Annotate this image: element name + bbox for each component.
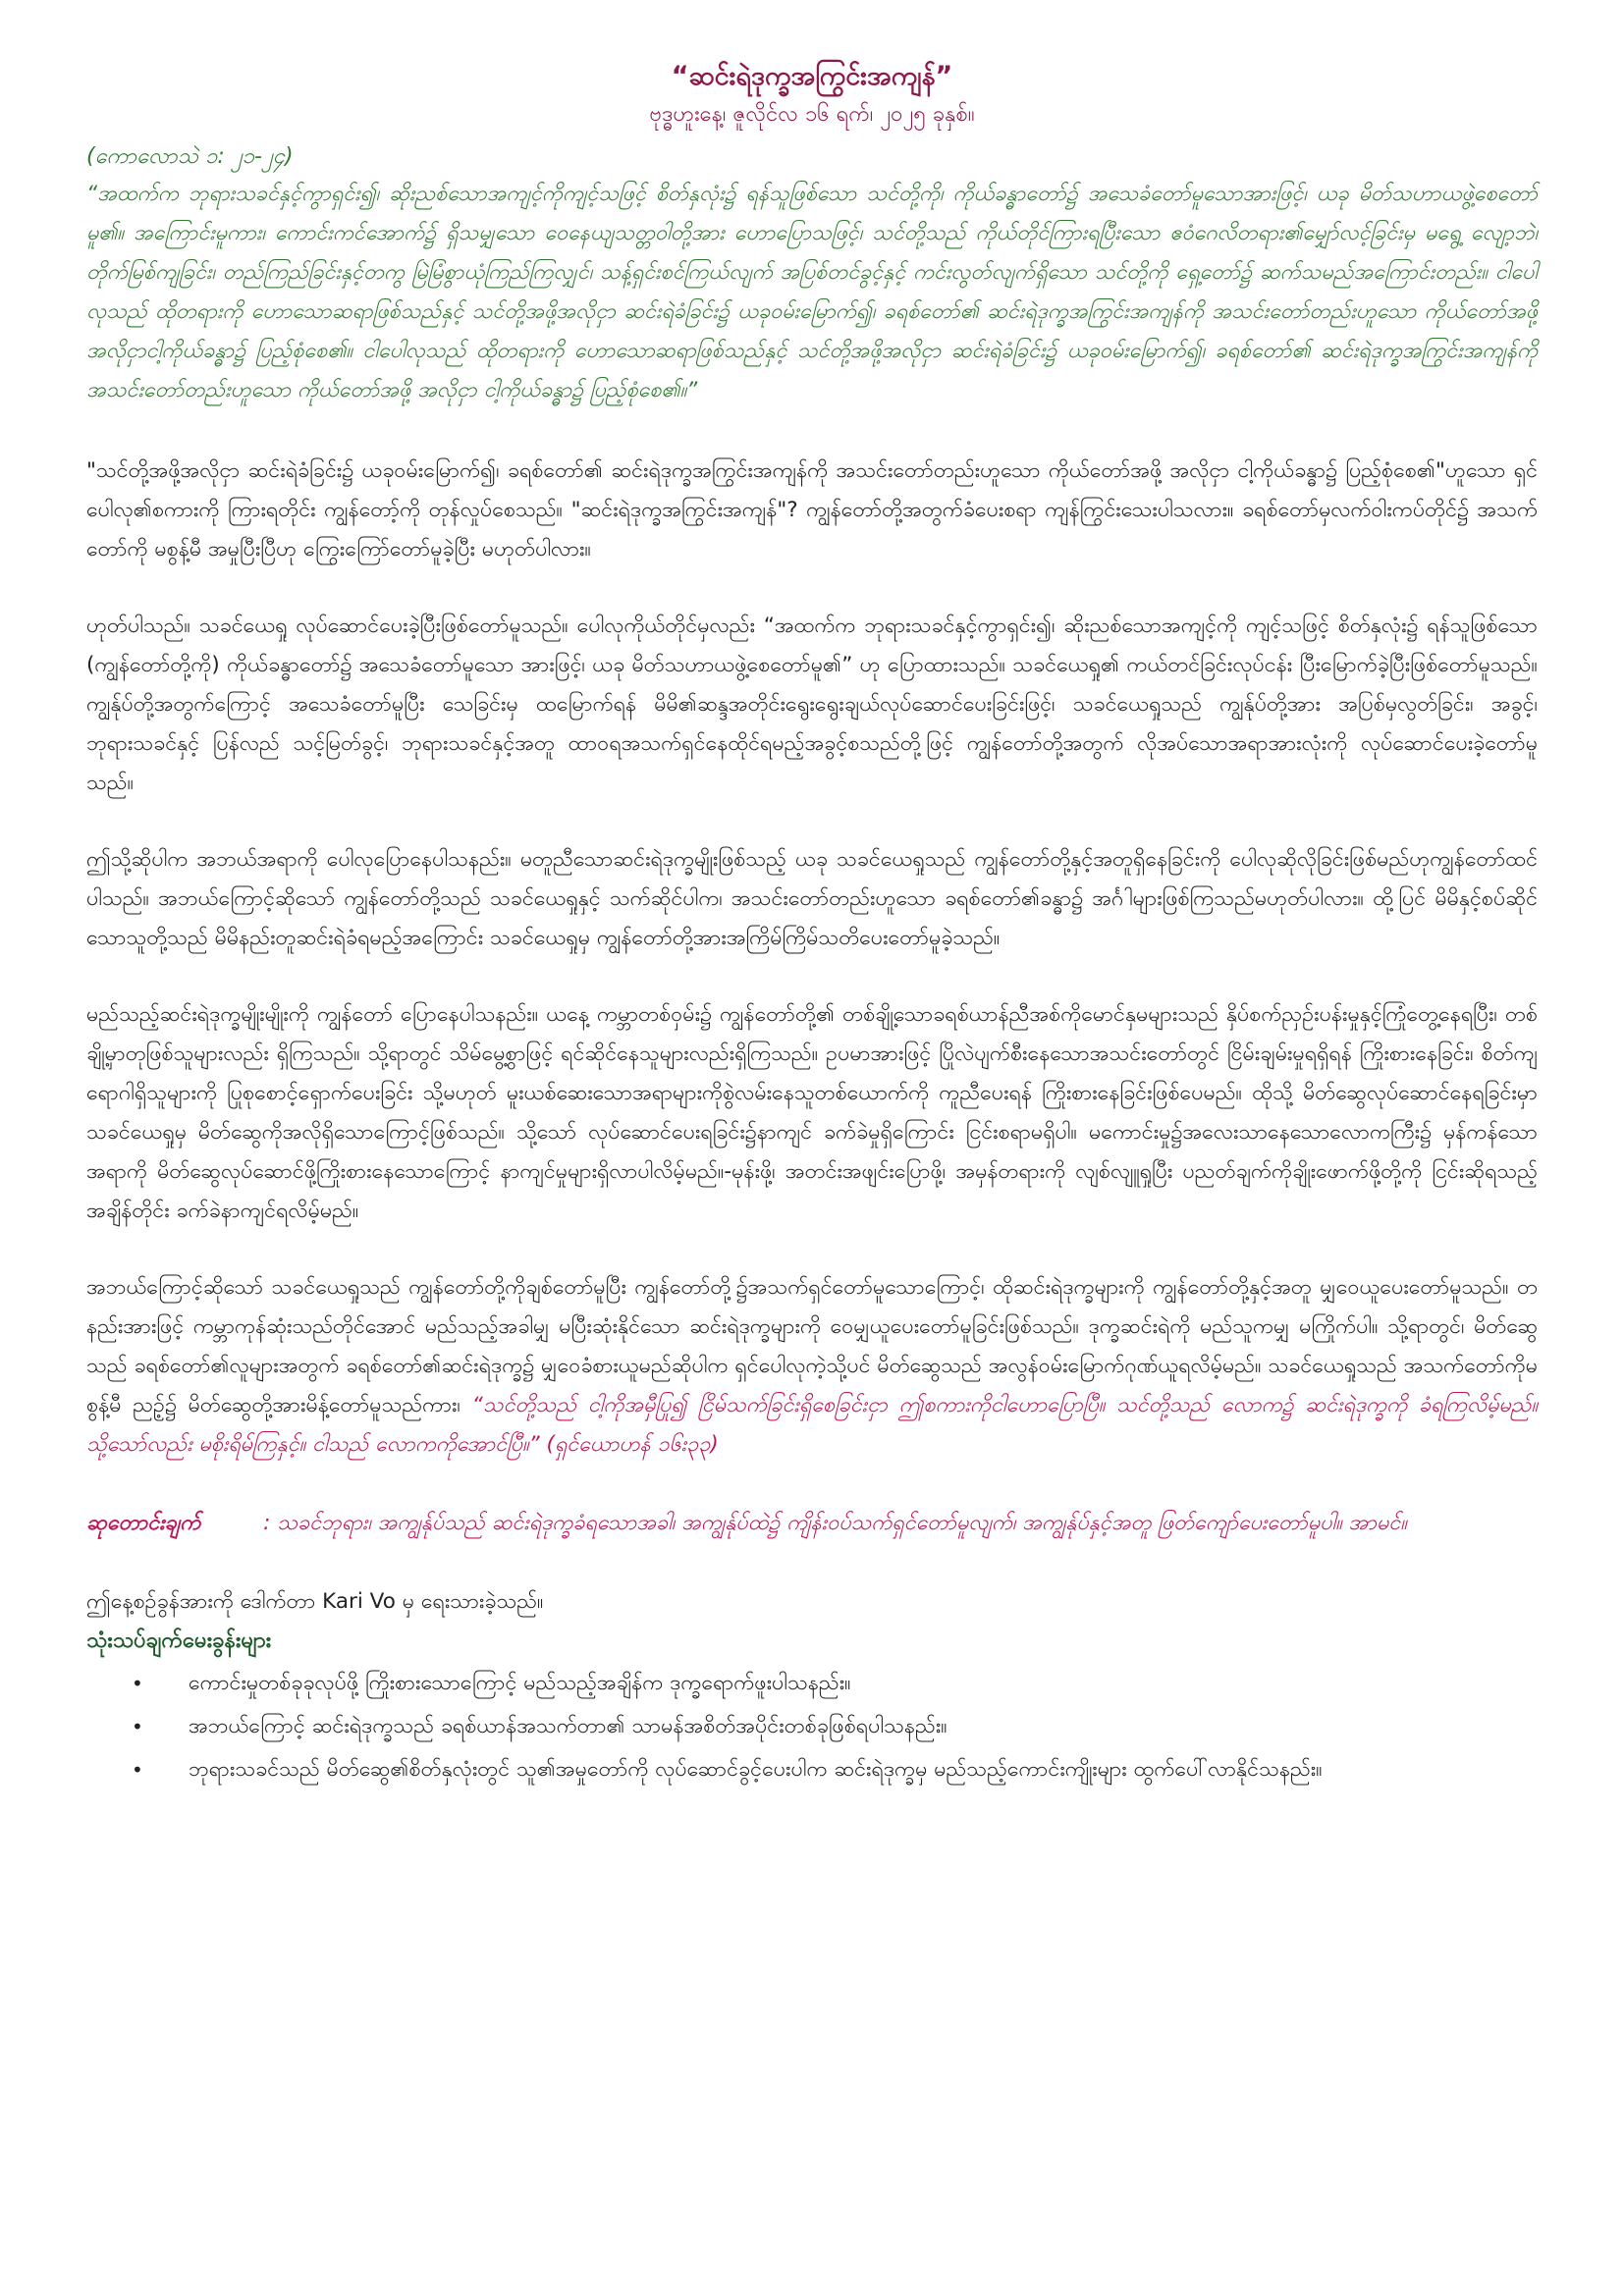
reflection-questions [86, 1665, 1538, 1789]
body-paragraph-4: မည်သည့်ဆင်းရဲဒုက္ခမျိုးမျိုးကို ကျွန်တော် ပြောနေပါသနည်း။ ယနေ့ ကမ္ဘာတစ်ဝှမ်း၌ ကျွန်တော်တို့၏ တစ်ချို့သောခရစ်ယာန်ညီအစ်ကိုမောင်နှမများသည် နှိပ်စက်ညှဉ်းပန်းမှုနှင့်ကြုံတွေ့နေရပြီး၊ တစ်ချို့မှာ‌တုဖြစ်သူများလည်း ရှိကြသည်။ သို့ရာတွင် သိမ်မွေ့စွာဖြင့် ရင်ဆိုင်နေသူများလည်းရှိကြသည်။ ဥပမာအားဖြင့် ပြိုလဲပျက်စီးနေသောအသင်းတော်တွင် ငြိမ်းချမ်းမှုရရှိရန် ကြိုးစားနေခြင်း၊ စိတ်ကျရောဂါရှိသူများကို ပြုစုစောင့်ရှောက်ပေးခြင်း သို့မဟုတ် မူးယစ်ဆေးသောအရာများကိုစွဲလမ်းနေသူတစ်ယောက်ကို ကူညီပေးရန် ကြိုးစားနေခြင်းဖြစ်ပေမည်။ ထိုသို့ မိတ်ဆွေလုပ်ဆောင်နေရခြင်းမှာ သခင်ယေရှုမှ မိတ်ဆွေကိုအလိုရှိသောကြောင့်ဖြစ်သည်။ သို့သော် လုပ်ဆောင်ပေးရခြင်း၌နာကျင် ခက်ခဲမှုရှိကြောင်း ငြင်းစရာမရှိပါ။ မကောင်းမှု၌အလေးသာနေသောလောကကြီး၌ မှန်ကန်သောအရာကို မိတ်ဆွေလုပ်ဆောင်ဖို့ကြိုးစားနေသောကြောင့် နာကျင်မှုများရှိလာပါလိမ့်မည်။-မုန်းဖို့၊ အတင်းအဖျင်းပြောဖို့၊ အမှန်တရားကို လျစ်လျူရှုပြီး ပညတ်ချက်ကိုချိုးဖောက်ဖို့တို့ကို ငြင်းဆိုရသည့်အချိန်တိုင်း ခက်ခဲနာကျင်ရလိမ့်မည်။ [86, 1002, 1538, 1223]
bullet-icon: • [132, 1672, 143, 1695]
body-paragraph-1: "သင်တို့အဖို့အလိုငှာ ဆင်းရဲခံခြင်း၌ ယခုဝမ်းမြောက်၍၊ ခရစ်တော်၏ ဆင်းရဲဒုက္ခအကြွင်းအကျန်ကို အသင်းတော်တည်းဟူသော ကိုယ်တော်အဖို့ အလိုငှာ ငါ့ကိုယ်ခန္ဓာ၌ ပြည့်စုံစေ၏"ဟူသော ရှင်ပေါလု၏စကားကို ကြားရတိုင်း ကျွန်တော့်ကို တုန်လှုပ်စေသည်။ "ဆင်းရဲဒုက္ခအကြွင်းအကျန်"? ကျွန်တော်တို့အတွက်ခံပေးစရာ ကျန်ကြွင်းသေးပါသလား။ ခရစ်တော်မှလက်ဝါးကပ်တိုင်၌ အသက်တော်ကို မစွန့်မီ အမှုပြီးပြီဟု ကြွေးကြော်တော်မူခဲ့ပြီး မဟုတ်ပါလား။ [86, 458, 1538, 561]
body-paragraph-5 [86, 1268, 1538, 1465]
scripture-quote: “အထက်က ဘုရားသခင်နှင့်ကွာရှင်း၍၊ ဆိုးညစ်သောအကျင့်ကိုကျင့်သဖြင့် စိတ်နှလုံး၌ ရန်သူဖြစ်သော သင်တို့ကို၊ ကိုယ်ခန္ဓာတော်၌ အသေခံတော်မူသောအားဖြင့်၊ ယခု မိတ်သဟာယဖွဲ့စေတော်မူ၏။ အကြောင်းမူကား၊ ကောင်းကင်အောက်၌ ရှိသမျှသော ဝေနေယျသတ္တဝါတို့အား ဟောပြောသဖြင့်၊ သင်တို့သည် ကိုယ်တိုင်ကြားရပြီးသော ဧဝံဂေလိတရား၏မျှော်လင့်ခြင်းမှ မရွေ့ လျော့ဘဲ၊ တိုက်မြစ်ကျခြင်း၊ တည်ကြည်ခြင်းနှင့်တကွ မြဲမြံစွာယုံကြည်ကြလျှင်၊ သန့်ရှင်းစင်ကြယ်လျက် အပြစ်တင်ခွင့်နှင့် ကင်းလွတ်လျက်ရှိသော သင်တို့ကို ရှေ့တော်၌ ဆက်သမည်အကြောင်းတည်း။ ငါပေါလုသည် ထိုတရားကို ဟောသောဆရာဖြစ်သည်နှင့် သင်တို့အဖို့အလိုငှာ ဆင်းရဲခံခြင်း၌ ယခုဝမ်းမြောက်၍၊ ခရစ်တော်၏ ဆင်းရဲဒုက္ခအကြွင်းအကျန်ကို အသင်းတော်တည်းဟူသော ကိုယ်တော်အဖို့ အလိုငှာငါ့ကိုယ်ခန္ဓာ၌ ပြည့်စုံစေ၏။ ငါပေါလုသည် ထိုတရားကို ဟောသောဆရာဖြစ်သည်နှင့် သင်တို့အဖို့အလိုငှာ ဆင်းရဲခံခြင်း၌ ယခုဝမ်းမြောက်၍၊ ခရစ်တော်၏ ဆင်းရဲဒုက္ခအကြွင်းအကျန်ကို အသင်းတော်တည်းဟူသော ကိုယ်တော်အဖို့ အလိုငှာ ငါ့ကိုယ်ခန္ဓာ၌ ပြည့်စုံစေ၏။” [86, 182, 1538, 402]
question-text: ကောင်းမှုတစ်ခုခုလုပ်ဖို့ ကြိုးစားသောကြောင့် မည်သည့်အချိန်က ဒုက္ခရောက်ဖူးပါသနည်း။ [189, 1671, 851, 1695]
prayer-text: : သခင်ဘုရား၊ အကျွန်ုပ်သည် ဆင်းရဲဒုက္ခခံရသောအခါ၊ အကျွန်ုပ်ထဲ၌ ကျိန်းဝပ်သက်ရှင်တော်မူလျက်၊ အကျွန်ုပ်နှင့်အတူ ဖြတ်ကျော်ပေးတော်မူပါ။ အာမင်။ [263, 1511, 1407, 1535]
body-paragraph-5-text: အဘယ်ကြောင့်ဆိုသော် သခင်ယေရှုသည် ကျွန်တော်တို့ကိုချစ်တော်မူပြီး ကျွန်တော်တို့၌အသက်ရှင်တော်မူသောကြောင့်၊ ထိုဆင်းရဲဒုက္ခများကို ကျွန်တော်တို့နှင့်အတူ မျှဝေယူပေးတော်မူသည်။ တနည်းအားဖြင့် ကမ္ဘာကုန်ဆုံးသည်တိုင်အောင် မည်သည့်အခါမျှ မပြီးဆုံးနိုင်သော ဆင်းရဲဒုက္ခများကို ဝေမျှယူပေးတော်မူခြင်းဖြစ်သည်။ ဒုက္ခဆင်းရဲကို မည်သူကမျှ မကြိုက်ပါ။ သို့ရာတွင်၊ မိတ်ဆွေသည် ခရစ်တော်၏လူများအတွက် ခရစ်တော်၏ဆင်းရဲဒုက္ခ၌ မျှဝေခံစားယူမည်ဆိုပါက ရှင်ပေါလုကဲ့သို့ပင် မိတ်ဆွေသည် အလွန်ဝမ်းမြောက်ဂုဏ်ယူရလိမ့်မည်။ သခင်ယေရှုသည် အသက်တော်ကိုမစွန့်မီ ညဉ့်၌ မိတ်ဆွေတို့အားမိန့်တော်မူသည်ကား၊ [86, 1275, 1538, 1417]
body-paragraph-2: ဟုတ်ပါသည်။ သခင်ယေရှု လုပ်ဆောင်ပေးခဲ့ပြီးဖြစ်တော်မူသည်။ ပေါလုကိုယ်တိုင်မှလည်း “အထက်က ဘုရားသခင်နှင့်ကွာရှင်း၍၊ ဆိုးညစ်သောအကျင့်ကို ကျင့်သဖြင့် စိတ်နှလုံး၌ ရန်သူဖြစ်သော (ကျွန်တော်တို့ကို) ကိုယ်ခန္ဓာတော်၌ အသေခံတော်မူသော အားဖြင့်၊ ယခု မိတ်သဟာယဖွဲ့စေတော်မူ၏” ဟု ပြောထားသည်။ သခင်ယေရှု၏ ကယ်တင်ခြင်းလုပ်ငန်း ပြီးမြောက်ခဲ့ပြီးဖြစ်တော်မူသည်။ ကျွန်ုပ်တို့အတွက်ကြောင့် အသေခံတော်မူပြီး သေခြင်းမှ ထမြောက်ရန် မိမိ၏ဆန္ဒအတိုင်းရွေးရွေးချယ်လုပ်ဆောင်ပေးခြင်းဖြင့်၊ သခင်ယေရှုသည် ကျွန်ုပ်တို့အား အပြစ်မှလွတ်ခြင်း၊ အခွင့်၊ ဘုရားသခင်နှင့် ပြန်လည် သင့်မြတ်ခွင့်၊ ဘုရားသခင်နှင့်အတူ ထာဝရအသက်ရှင်နေထိုင်ရမည့်အခွင့်စသည်တို့ဖြင့် ကျွန်တော်တို့အတွက် လိုအပ်သောအရာအားလုံးကို လုပ်ဆောင်ပေးခဲ့တော်မူသည်။ [86, 614, 1538, 795]
date-line: ဗုဒ္ဓဟူးနေ့၊ ဇူလိုင်လ ၁၆ ရက်၊ ၂၀၂၅ ခုနှစ်။ [649, 102, 975, 127]
author-credit: ဤနေ့စဉ်ခွန်အားကို ဒေါက်တာ Kari Vo မှ ရေးသားခဲ့သည်။ [86, 1589, 544, 1614]
page-title: “ဆင်းရဲဒုက္ခအကြွင်းအကျန်” [671, 61, 953, 91]
bullet-icon: • [132, 1715, 143, 1738]
questions-heading: သုံးသပ်ချက်မေးခွန်းများ [86, 1629, 272, 1653]
question-text: အဘယ်ကြောင့် ဆင်းရဲဒုက္ခသည် ခရစ်ယာန်အသက်တာ၏ သာမန်အစိတ်အပိုင်းတစ်ခုဖြစ်ရပါသနည်း။ [189, 1714, 947, 1738]
devotional-page [86, 57, 1538, 1794]
question-text: ဘုရားသခင်သည် မိတ်ဆွေ၏စိတ်နှလုံးတွင် သူ၏အမှုတော်ကို လုပ်ဆောင်ခွင့်ပေးပါက ဆင်းရဲဒုက္ခမှ မည်သည့်ကောင်းကျိုးများ ထွက်ပေါ်လာနိုင်သနည်း။ [189, 1757, 1323, 1782]
bullet-icon: • [132, 1758, 143, 1782]
scripture-reference: (ကောလောသဲ ၁: ၂၁-၂၄) [86, 144, 294, 169]
body-paragraph-3: ဤသို့ဆိုပါက အဘယ်အရာကို ပေါလုပြောနေပါသနည်း။ မတူညီသောဆင်းရဲဒုက္ခမျိုးဖြစ်သည့် ယခု သခင်ယေရှုသည် ကျွန်တော်တို့နှင့်အတူရှိနေခြင်းကို ပေါလုဆိုလိုခြင်းဖြစ်မည်ဟုကျွန်တော်ထင်ပါသည်။ အဘယ်ကြောင့်ဆိုသော် ကျွန်တော်တို့သည် သခင်ယေရှုနှင့် သက်ဆိုင်ပါက၊ အသင်းတော်တည်းဟူသော ခရစ်တော်၏ခန္ဓာ၌ အင်္ဂါများဖြစ်ကြသည်မဟုတ်ပါလား။ ထို့ပြင် မိမိနှင့်စပ်ဆိုင်သောသူတို့သည် မိမိနည်းတူဆင်းရဲခံရမည့်အကြောင်း သခင်ယေရှုမှ ကျွန်တော်တို့အားအကြိမ်ကြိမ်သတိပေးတော်မူခဲ့သည်။ [86, 847, 1538, 950]
question-item [86, 1708, 1538, 1745]
question-item [86, 1751, 1538, 1789]
prayer [86, 1504, 1538, 1543]
prayer-label: ဆုတောင်းချက် [86, 1511, 201, 1535]
inline-scripture-quote: “သင်တို့သည် ငါ့ကိုအမှီပြု၍ ငြိမ်သက်ခြင်းရှိစေခြင်းငှာ ဤစကားကိုငါဟောပြောပြီ။ သင်တို့သည် လောက၌ ဆင်းရဲဒုက္ခကို ခံရကြလိမ့်မည်။ သို့သော်လည်း မစိုးရိမ်ကြနှင့်။ ငါသည် လောကကိုအောင်ပြီ။” (ရှင်ယောဟန် ၁၆း၃၃) [86, 1393, 1538, 1457]
question-item [86, 1665, 1538, 1702]
